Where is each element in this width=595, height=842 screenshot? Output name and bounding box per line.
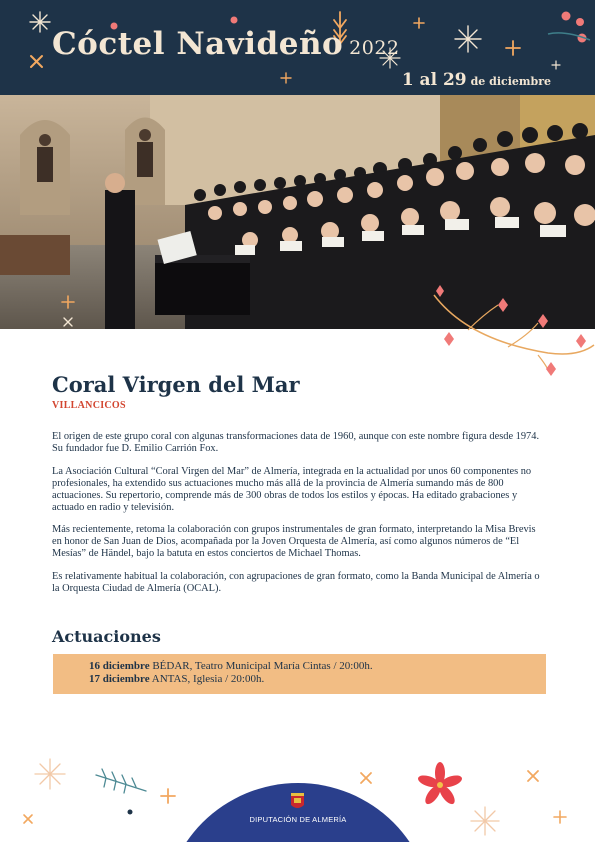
cross-icon xyxy=(31,56,42,67)
plus-icon xyxy=(414,18,424,28)
flower-branch-decoration xyxy=(428,275,595,385)
snowflake-icon xyxy=(455,26,481,52)
event-title: Coral Virgen del Mar xyxy=(52,372,300,397)
series-year: 2022 xyxy=(349,37,400,59)
berry-icon xyxy=(562,12,571,21)
plus-icon xyxy=(552,61,560,69)
plus-icon xyxy=(62,296,74,308)
description-paragraph: La Asociación Cultural “Coral Virgen del Mar” de Almería, integrada en la actualidad por unos 60 componentes no profesionales, ha extendido sus actuaciones mucho más allá de la provincia de Almería sumando más de 800 actuaciones. Su repertorio, comprende más de 300 obras de todos los estilos y épocas. Ha editado grabaciones y actuado en radio y televisión. xyxy=(52,465,532,513)
event-category: VILLANCICOS xyxy=(52,400,126,411)
cross-icon xyxy=(64,318,72,326)
diputacion-crest-icon xyxy=(290,791,305,811)
description-paragraph: Es relativamente habitual la colaboración, con agrupaciones de gran formato, como la Banda Municipal de Almería o la Orquesta Ciudad de Almería (OCAL). xyxy=(52,571,540,595)
cross-icon xyxy=(528,771,538,781)
date-range xyxy=(402,70,551,90)
event-description xyxy=(52,431,545,606)
actuacion-item xyxy=(89,673,546,686)
plus-icon xyxy=(554,811,566,823)
photo-decorations xyxy=(30,288,75,333)
actuacion-detail: BÉDAR, Teatro Municipal María Cintas / 20:00h. xyxy=(152,660,373,672)
actuacion-date: 17 diciembre xyxy=(89,673,150,685)
pine-branch-icon xyxy=(96,769,146,793)
series-title-text: Cóctel Navideño xyxy=(52,26,344,62)
actuaciones-list xyxy=(53,654,546,694)
cross-icon xyxy=(361,773,371,783)
actuaciones-heading: Actuaciones xyxy=(52,627,161,646)
actuacion-item xyxy=(89,660,546,673)
snowflake-icon xyxy=(471,807,499,835)
cross-icon xyxy=(24,815,32,823)
plus-icon xyxy=(281,73,291,83)
berry-icon xyxy=(576,18,584,26)
dot-icon xyxy=(231,17,238,24)
dot-icon xyxy=(128,810,133,815)
header-banner xyxy=(0,0,595,95)
actuacion-detail: ANTAS, Iglesia / 20:00h. xyxy=(151,673,265,685)
footer-org-label: DIPUTACIÓN DE ALMERÍA xyxy=(249,815,347,824)
snowflake-icon xyxy=(35,759,65,789)
date-range-month: de diciembre xyxy=(470,75,551,88)
description-paragraph: Más recientemente, retoma la colaboración con grupos instrumentales de gran formato, interpretando la Misa Brevis en honor de San Juan de Dios, acompañada por la Joven Orquesta de Almería, así como algunos números de “El Mesías” de Händel, bajo la batuta en estos conciertos de Michael Thomas. xyxy=(52,524,536,560)
plus-icon xyxy=(506,41,520,55)
date-range-days: 1 al 29 xyxy=(401,70,467,90)
actuacion-date: 16 diciembre xyxy=(89,660,150,672)
description-paragraph: El origen de este grupo coral con algunas transformaciones data de 1960, aunque con este nombre figura desde 1974. Su fundador fue D. Emilio Carrión Fox. xyxy=(52,431,540,454)
snowflake-icon xyxy=(30,12,50,32)
event-series-title xyxy=(52,26,400,62)
